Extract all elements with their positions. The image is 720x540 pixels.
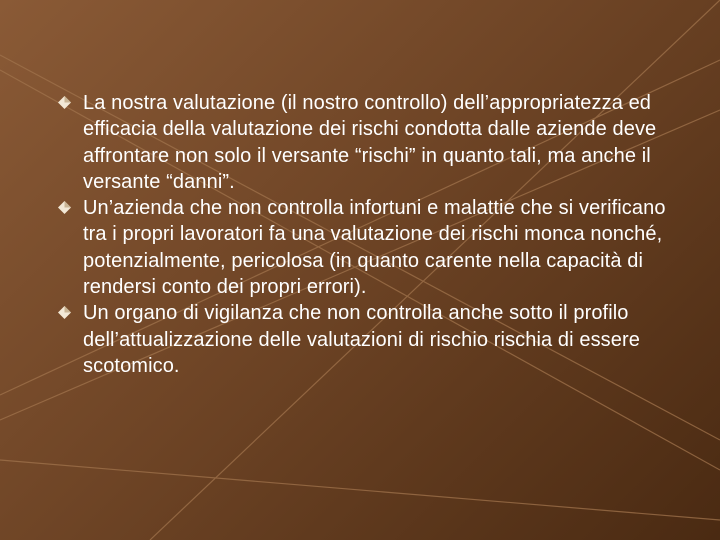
diamond-bullet-icon xyxy=(58,201,71,214)
bullet-item xyxy=(58,300,688,379)
decor-line xyxy=(0,460,720,520)
bullet-text: Un’azienda che non controlla infortuni e malattie che si verificano tra i propri lavoratori fa una valutazione dei rischi monca nonché, potenzialmente, pericolosa (in quanto carente nella capacità di rendersi conto dei propri errori). xyxy=(83,197,666,299)
bullet-list xyxy=(58,90,688,379)
bullet-item xyxy=(58,90,688,195)
bullet-item xyxy=(58,195,688,300)
diamond-bullet-icon xyxy=(58,96,71,109)
bullet-text: La nostra valutazione (il nostro controllo) dell’appropriatezza ed efficacia della valutazione dei rischi condotta dalle aziende deve affrontare non solo il versante “rischi” in quanto tali, ma anche il versante “danni”. xyxy=(83,92,657,193)
diamond-bullet-icon xyxy=(58,306,71,319)
bullet-text: Un organo di vigilanza che non controlla anche sotto il profilo dell’attualizzazione delle valutazioni di rischio rischia di essere scotomico. xyxy=(83,302,640,377)
